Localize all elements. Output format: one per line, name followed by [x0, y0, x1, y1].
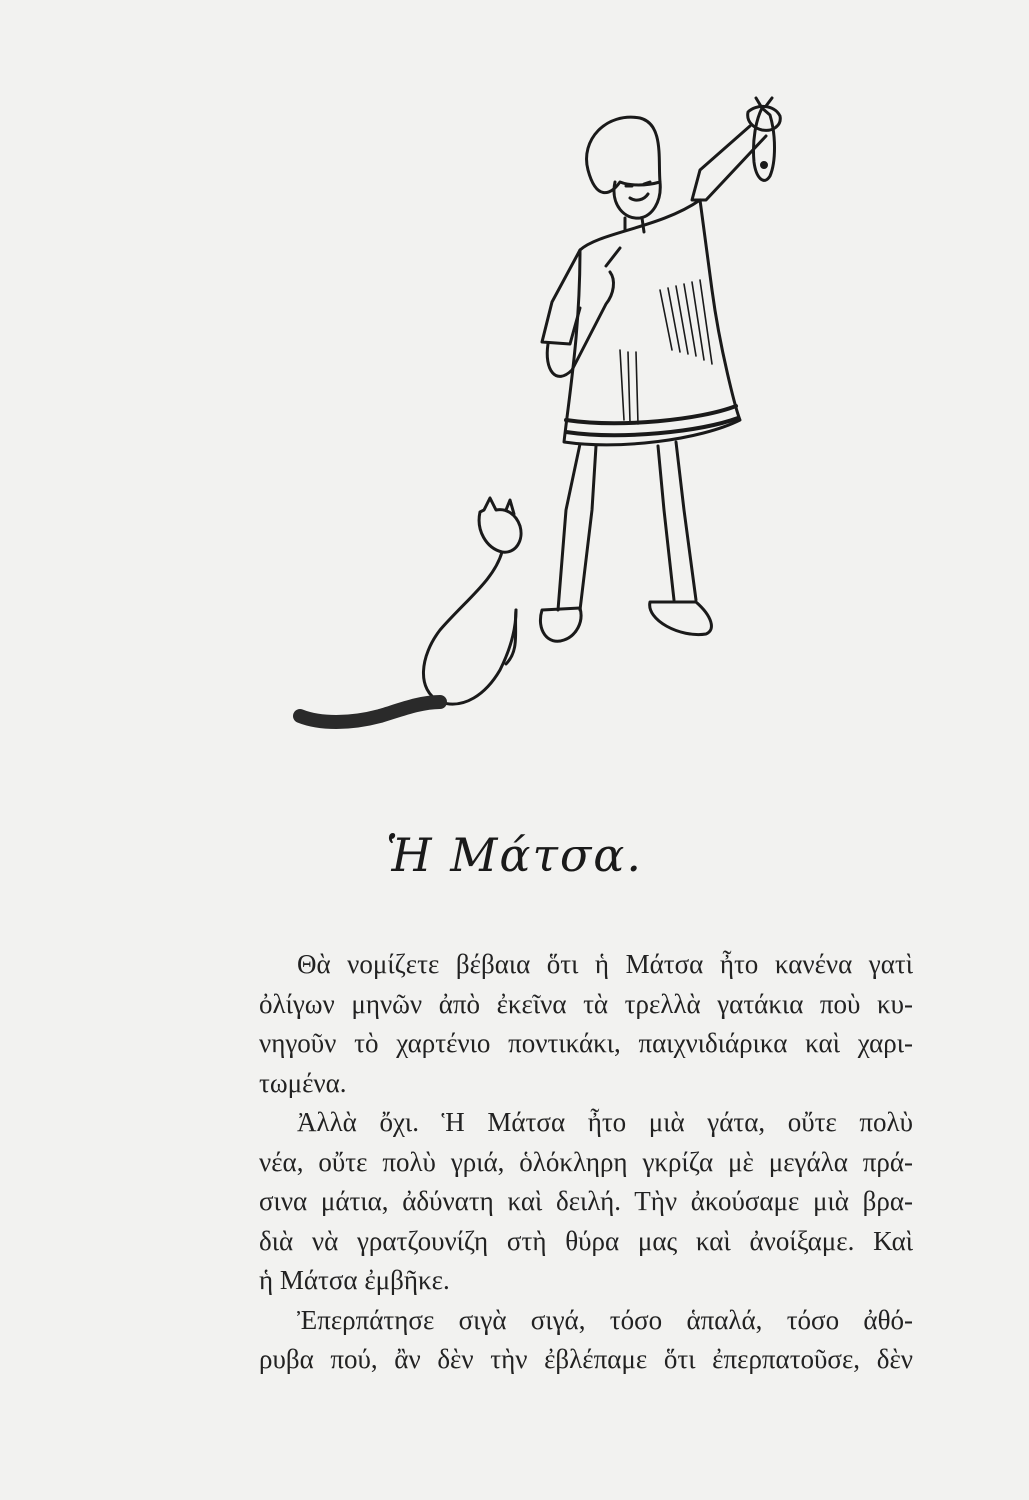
text-line: διὰ νὰ γρατζουνίζη στὴ θύρα μας καὶ ἀνοίξαμε. Καὶ	[259, 1225, 913, 1256]
text-line: νηγοῦν τὸ χαρτένιο ποντικάκι, παιχνιδιάρικα καὶ χαρι-	[259, 1028, 913, 1058]
chapter-body	[259, 945, 913, 1380]
paragraph	[259, 945, 913, 1103]
text-line: σινα μάτια, ἀδύνατη καὶ δειλή. Τὴν ἀκούσαμε μιὰ βρα-	[259, 1186, 913, 1216]
chapter-title: Ἡ Μάτσα.	[386, 828, 643, 882]
text-line: Ἀλλὰ ὄχι. Ἡ Μάτσα ἦτο μιὰ γάτα, οὔτε πολὺ	[297, 1107, 913, 1137]
text-line: ἡ Μάτσα ἐμβῆκε.	[259, 1265, 450, 1295]
girl-and-cat-illustration	[280, 90, 800, 790]
text-line: ὀλίγων μηνῶν ἀπὸ ἐκεῖνα τὰ τρελλὰ γατάκια ποὺ κυ-	[259, 988, 913, 1019]
text-line: τωμένα.	[259, 1067, 347, 1098]
text-line: Ἐπερπάτησε σιγὰ σιγά, τόσο ἁπαλά, τόσο ἀθό-	[297, 1304, 913, 1335]
text-line: Θὰ νομίζετε βέβαια ὅτι ἡ Μάτσα ἦτο κανένα γατὶ	[297, 949, 913, 979]
paragraph	[259, 1301, 913, 1380]
text-line: νέα, οὔτε πολὺ γριά, ὁλόκληρη γκρίζα μὲ μεγάλα πρά-	[259, 1146, 913, 1177]
cat-icon	[300, 498, 521, 722]
text-line: ρυβα πού, ἂν δὲν τὴν ἐβλέπαμε ὅτι ἐπερπατοῦσε, δὲν	[259, 1344, 913, 1374]
paragraph	[259, 1103, 913, 1301]
